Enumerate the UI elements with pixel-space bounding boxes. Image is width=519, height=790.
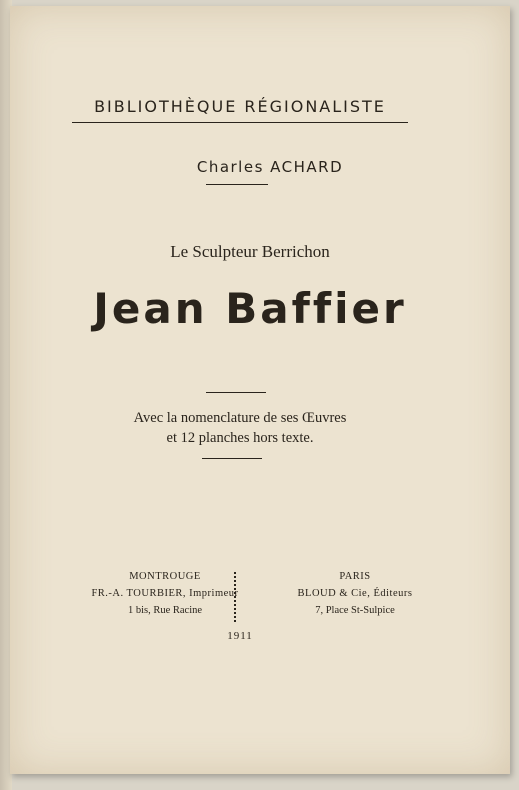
printer-address: 1 bis, Rue Racine (127, 605, 203, 616)
note-line-1: Avec la nomenclature de ses Œuvres (133, 410, 347, 426)
note-rule-top (206, 392, 266, 393)
title-page (10, 6, 510, 774)
printer-name: FR.-A. TOURBIER, Imprimeur (91, 588, 239, 599)
publisher-address: 7, Place St-Sulpice (315, 605, 395, 616)
imprint-divider (234, 572, 238, 622)
series-title: BIBLIOTHÈQUE RÉGIONALISTE (72, 97, 408, 123)
printer-block (60, 568, 270, 619)
edition-note (70, 408, 410, 448)
publisher-city: PARIS (339, 571, 371, 582)
book-title: Jean Baffier (93, 284, 407, 333)
publication-year: 1911 (227, 630, 253, 642)
subtitle: Le Sculpteur Berrichon (170, 242, 330, 261)
printer-city: MONTROUGE (129, 571, 201, 582)
note-line-2: et 12 planches hors texte. (166, 430, 314, 446)
note-rule-bottom (202, 458, 262, 459)
publisher-block (245, 568, 465, 619)
author-name: Charles ACHARD (196, 158, 344, 176)
author-rule (206, 184, 268, 185)
publisher-name: BLOUD & Cie, Éditeurs (297, 588, 413, 599)
